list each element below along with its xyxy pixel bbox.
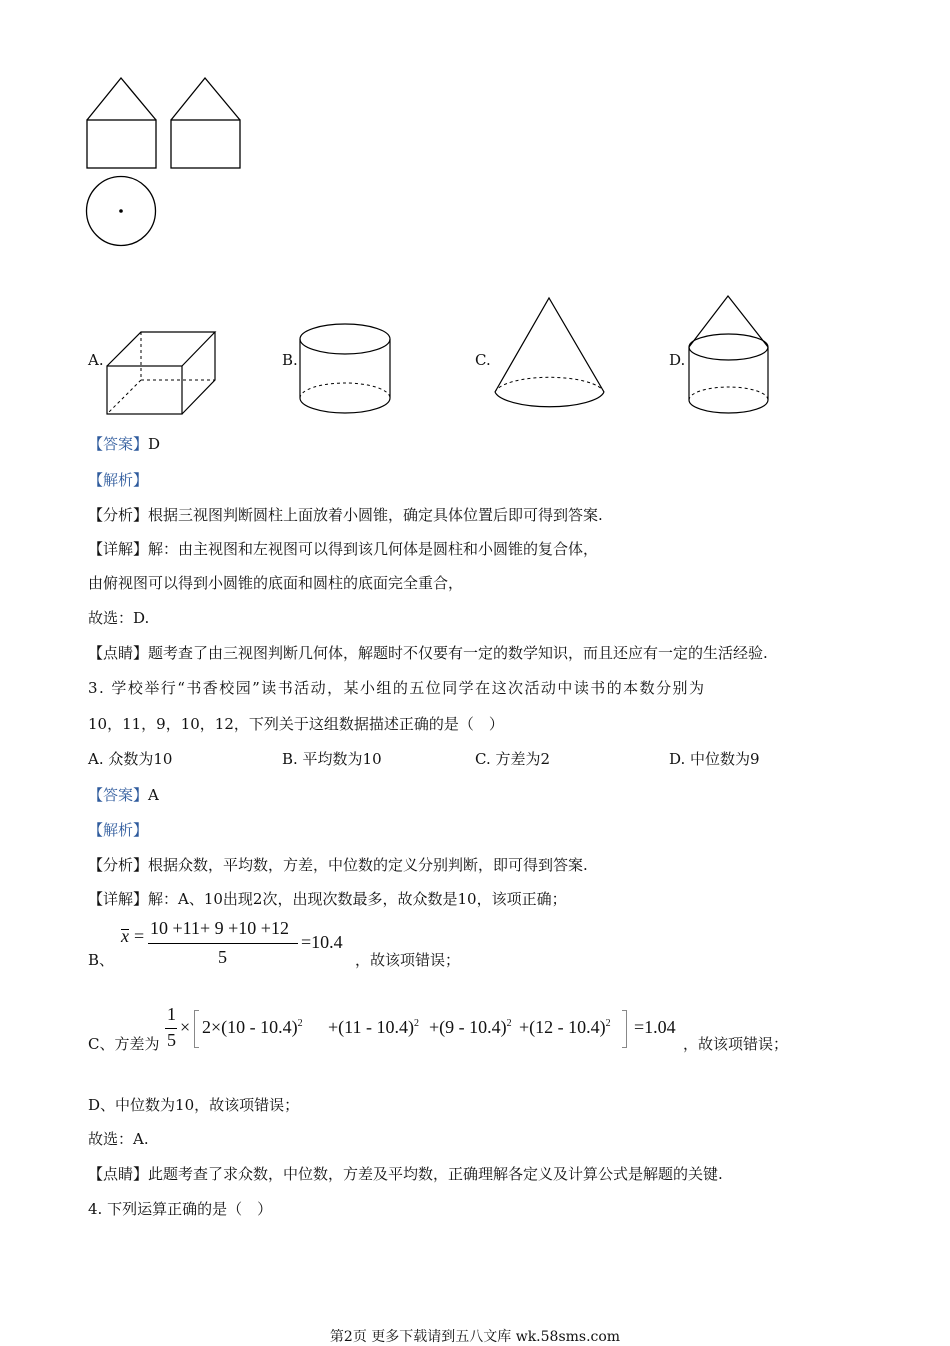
q2-detail-1: [88, 539, 598, 559]
q3-option-c: C. 方差为2: [475, 750, 551, 768]
comment-tag: 【点睛】: [88, 1165, 149, 1183]
top-view: [87, 177, 156, 246]
fenxi-tag: 【分析】: [88, 506, 149, 524]
q4-stem: 4. 下列运算正确的是（ ）: [88, 1200, 273, 1218]
variance-frac-bar: [165, 1028, 177, 1029]
option-c-label: C.: [475, 351, 491, 369]
variance-term-3: +(9 - 10.4)$^2$: [429, 1017, 512, 1037]
q3-detail-d: D、中位数为10，故该项错误；: [88, 1096, 300, 1114]
comment-text: 题考查了由三视图判断几何体，解题时不仅要有一定的数学知识，而且还应有一定的生活经验.: [148, 644, 768, 662]
cuboid-figure: [104, 330, 219, 418]
analysis-tag: 【解析】: [88, 471, 149, 489]
mean-result: =10.4: [301, 932, 343, 952]
x-bar-line: [121, 929, 129, 930]
q3-b-suffix: ，故该项错误；: [355, 951, 461, 969]
mean-fraction-bar: [148, 943, 298, 944]
q2-choose: 故选：D.: [88, 609, 150, 627]
q3-option-a: A. 众数为10: [88, 750, 173, 768]
q3-stem-1: 3. 学校举行“书香校园”读书活动，某小组的五位同学在这次活动中读书的本数分别为: [88, 679, 706, 697]
variance-frac-num: 1: [167, 1004, 176, 1024]
fenxi-text: 根据众数，平均数，方差，中位数的定义分别判断，即可得到答案.: [148, 856, 588, 874]
answer-value: D: [148, 435, 161, 453]
variance-term-2: +(11 - 10.4)$^2$: [328, 1017, 419, 1037]
variance-term-4: +(12 - 10.4)$^2$: [519, 1017, 611, 1037]
q3-analysis: [88, 820, 148, 840]
mean-equals: =: [134, 926, 145, 946]
option-a-label: A.: [88, 351, 104, 369]
q3-comment: [88, 1164, 723, 1184]
detail-text: 解：由主视图和左视图可以得到该几何体是圆柱和小圆锥的复合体，: [148, 540, 599, 558]
q2-fenxi: [88, 505, 603, 525]
q2-comment: [88, 643, 768, 663]
answer-value: A: [148, 786, 159, 804]
page-footer: 第2页 更多下载请到五八文库 wk.58sms.com: [329, 1329, 621, 1345]
left-bracket: [194, 1010, 199, 1048]
cone-figure: [491, 296, 609, 416]
front-view: [87, 78, 156, 168]
mean-formula: [118, 918, 358, 972]
variance-result: =1.04: [634, 1017, 676, 1037]
answer-tag: 【答案】: [88, 435, 149, 453]
q3-detail-a: [88, 889, 567, 909]
q2-answer: [88, 434, 160, 454]
right-bracket: [622, 1010, 627, 1048]
comment-tag: 【点睛】: [88, 644, 149, 662]
option-d-label: D.: [669, 351, 686, 369]
q3-option-b: B. 平均数为10: [282, 750, 382, 768]
mean-numerator: 10 +11+ 9 +10 +12: [150, 918, 289, 938]
q3-choose: 故选：A.: [88, 1130, 149, 1148]
times-sign: ×: [180, 1017, 191, 1037]
option-b-label: B.: [282, 351, 298, 369]
variance-frac-den: 5: [167, 1030, 176, 1050]
three-views-figure: [80, 72, 250, 252]
answer-tag: 【答案】: [88, 786, 149, 804]
detail-tag: 【详解】: [88, 890, 149, 908]
q2-analysis: [88, 470, 148, 490]
cylinder-figure: [298, 322, 394, 416]
side-view: [171, 78, 240, 168]
detail-text: 解：A、10出现2次，出现次数最多，故众数是10，该项正确；: [148, 890, 567, 908]
cone-on-cylinder-figure: [686, 294, 774, 418]
q3-fenxi: [88, 855, 588, 875]
mean-denominator: 5: [218, 947, 227, 967]
fenxi-tag: 【分析】: [88, 856, 149, 874]
q3-stem-2: 10，11，9，10，12，下列关于这组数据描述正确的是（ ）: [88, 715, 504, 733]
variance-term-1: 2×(10 - 10.4)$^2$: [202, 1017, 303, 1037]
q3-answer: [88, 785, 159, 805]
q3-option-d: D. 中位数为9: [669, 750, 760, 768]
comment-text: 此题考查了求众数，中位数，方差及平均数，正确理解各定义及计算公式是解题的关键.: [148, 1165, 723, 1183]
analysis-tag: 【解析】: [88, 821, 149, 839]
q3-b-prefix: B、: [88, 951, 115, 969]
q2-detail-2: 由俯视图可以得到小圆锥的底面和圆柱的底面完全重合，: [88, 574, 464, 592]
q3-c-prefix: C、方差为: [88, 1035, 160, 1053]
fenxi-text: 根据三视图判断圆柱上面放着小圆锥，确定具体位置后即可得到答案.: [148, 506, 603, 524]
q3-c-suffix: ，故该项错误；: [683, 1035, 789, 1053]
x-bar-symbol: x: [121, 926, 129, 946]
detail-tag: 【详解】: [88, 540, 149, 558]
variance-formula: [164, 1004, 684, 1058]
